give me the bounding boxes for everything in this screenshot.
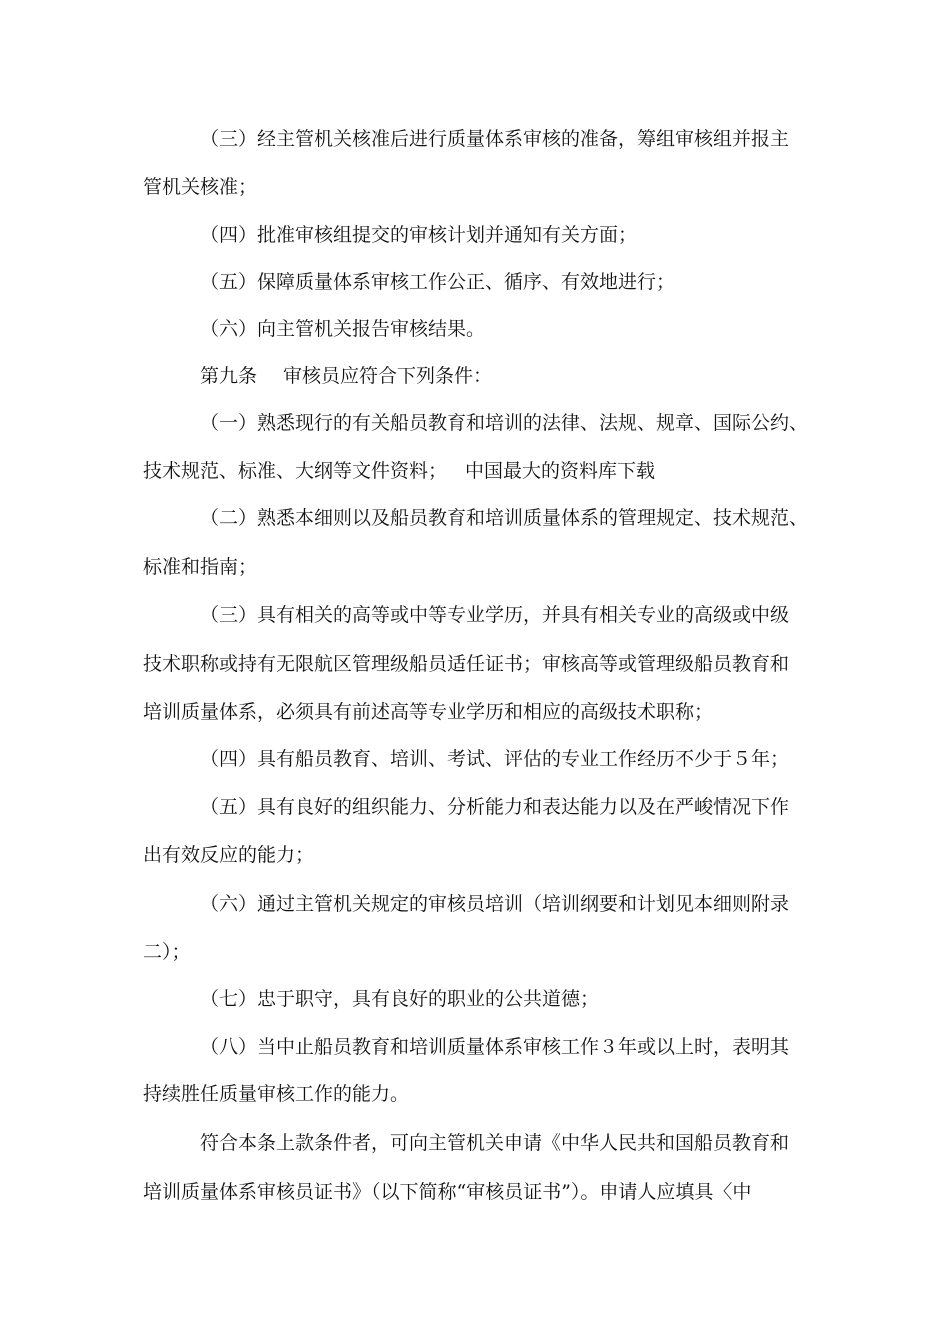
paragraph-line: 符合本条上款条件者，可向主管机关申请《中华人民共和国船员教育和 [200,1132,790,1154]
paragraph-line: （四）批准审核组提交的审核计划并通知有关方面； [200,224,638,246]
paragraph-line: （七）忠于职守，具有良好的职业的公共道德； [200,988,600,1010]
paragraph-line: 培训质量体系审核员证书》（以下简称“审核员证书”）。申请人应填具〈中 [143,1181,752,1203]
paragraph-line: （三）具有相关的高等或中等专业学历，并具有相关专业的高级或中级 [200,604,790,626]
watermark-text: 中国最大的资料库下载 [465,460,656,482]
paragraph-line: （五）具有良好的组织能力、分析能力和表达能力以及在严峻情况下作 [200,796,790,818]
paragraph-line: 出有效反应的能力； [143,844,315,866]
paragraph-line: 技术职称或持有无限航区管理级船员适任证书；审核高等或管理级船员教育和 [143,653,790,675]
paragraph-line: 培训质量体系，必须具有前述高等专业学历和相应的高级技术职称； [143,701,714,723]
paragraph-line: （六）向主管机关报告审核结果。 [200,318,486,340]
article-heading-line [200,364,492,388]
paragraph-line: （八）当中止船员教育和培训质量体系审核工作３年或以上时，表明其 [200,1036,790,1058]
paragraph-line-with-watermark [143,459,655,483]
paragraph-line: 持续胜任质量审核工作的能力。 [143,1083,410,1105]
paragraph-text: 技术规范、标准、大纲等文件资料； [143,460,448,482]
paragraph-line: （五）保障质量体系审核工作公正、循序、有效地进行； [200,271,676,293]
paragraph-line: 二）； [143,941,191,963]
paragraph-line: （一）熟悉现行的有关船员教育和培训的法律、法规、规章、国际公约、 [200,412,809,434]
paragraph-line: （四）具有船员教育、培训、考试、评估的专业工作经历不少于５年； [200,748,790,770]
paragraph-line: （六）通过主管机关规定的审核员培训（培训纲要和计划见本细则附录 [200,893,790,915]
paragraph-line: （三）经主管机关核准后进行质量体系审核的准备，筹组审核组并报主 [200,128,790,150]
paragraph-line: 标准和指南； [143,556,258,578]
article-title: 审核员应符合下列条件： [283,365,493,387]
article-label: 第九条 [200,365,258,387]
paragraph-line: （二）熟悉本细则以及船员教育和培训质量体系的管理规定、技术规范、 [200,507,809,529]
paragraph-line: 管机关核准； [143,176,258,198]
